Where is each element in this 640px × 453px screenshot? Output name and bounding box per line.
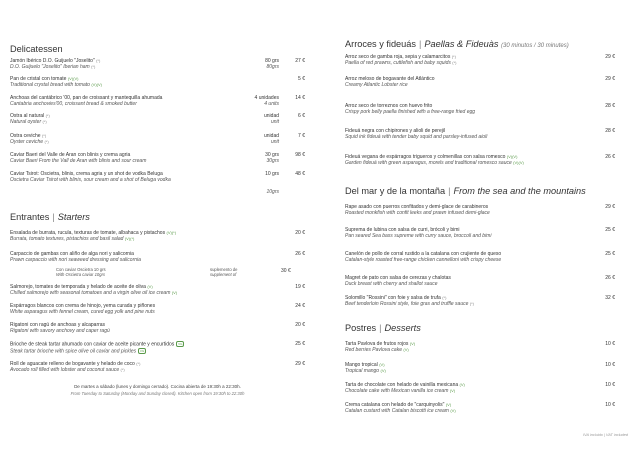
price: 20 € — [295, 322, 305, 328]
menu-item: Solomillo "Rossini" con foie y salsa de trufa (*) Beef tenderloin Rossini style, foie gras and truffle sauce (*) 32 € — [345, 295, 615, 308]
price: 29 € — [605, 204, 615, 210]
price: 28 € — [605, 103, 615, 109]
price: 20 € — [295, 230, 305, 236]
menu-item: Crema catalana con helado de "carquinyolis" (V) Catalan custard with Catalan biscotti ice cream (V) 10 € — [345, 402, 615, 415]
menu-item: Caviar Baeri del Valle de Aran con blinis y crema agria Caviar Baeri From the Vall de Aran with blinis and sour cream 30 grs 30grs 98 € — [10, 152, 305, 165]
price: 10 € — [605, 362, 615, 368]
price: 19 € — [295, 284, 305, 290]
price: 25 € — [605, 227, 615, 233]
price: 98 € — [295, 152, 305, 158]
price: 48 € — [295, 171, 305, 177]
postres-title: Postres | Desserts — [345, 323, 421, 333]
menu-item: Carpaccio de gambas con aliño de alga nori y salicornia Prawn carpaccio with nori seaweed dressing and salicornia 26 € — [10, 251, 305, 264]
opening-hours-en: From Tuesday to Saturday (Monday and Sunday closed). Kitchen open from 19:30h to 22:30h — [70, 391, 245, 396]
delicatessen-title: Delicatessen — [10, 44, 63, 54]
price: 10 € — [605, 402, 615, 408]
menu-item: Mango tropical (V) Tropical mango (V) 10 € — [345, 362, 615, 375]
price: 14 € — [295, 95, 305, 101]
supplement-price: 30 € — [281, 268, 291, 274]
price: 25 € — [605, 251, 615, 257]
menu-item: Jamón Ibérico D.O. Guijuelo "Joselito" (*) D.O. Guijuelo "Joselito" Iberian ham (*) 80 grs 80grs 27 € — [10, 58, 305, 71]
menu-item: Roll de aguacate relleno de bogavante y helado de coco (*) Avocado roll filled with lobster and coconut sauce (*) 29 € — [10, 361, 305, 374]
price: 32 € — [605, 295, 615, 301]
menu-item: Fideuá negra con chipirones y alioli de perejil Squid ink fideuá with tender baby squid and parsley-infused aioli 28 € — [345, 128, 615, 141]
price: 10 € — [605, 341, 615, 347]
menu-item: Suprema de lubina con salsa de curri, brócoli y bimi Pan seared Sea bass supreme with curry sauce, broccoli and bimi 25 € — [345, 227, 615, 240]
price: 27 € — [295, 58, 305, 64]
price: 25 € — [295, 341, 305, 347]
menu-item: Tarta Pavlova de frutos rojos (V) Red berries Pavlova cake (V) 10 € — [345, 341, 615, 354]
supplement-label: suplemento de supplement of — [210, 267, 238, 277]
price: 5 € — [298, 76, 305, 82]
menu-item: Rigatoni con ragú de anchoas y alcaparras Rigatoni with savory anchovy and caper ragú 20 € — [10, 322, 305, 335]
menu-item: Espárragos blancos con crema de hinojo, yema curada y piñones White asparagus with fennel cream, cured egg yolk and pine nuts 24 € — [10, 303, 305, 316]
price: 29 € — [295, 361, 305, 367]
caviar-supplement-label: Con caviar Oscietra 10 grs With Oscietra caviar 10grs — [56, 267, 106, 277]
opening-hours: De martes a sábado (lunes y domingo cerrado). Cocina abierta de 19:30h a 22:30h. — [74, 384, 241, 389]
entrantes-title: Entrantes | Starters — [10, 212, 90, 222]
menu-item: Caviar Tsirot: Oscietra, blinis, crema agria y un shot de vodka Beluga Oscietra Caviar Tsirot with blinis, sour cream and a shot of Beluga vodka 10 grs 10grs 48 € — [10, 171, 305, 195]
menu-item: Fideuá vegana de espárragos trigueros y colmenillas con salsa romesco (V)(V) Garden fideuá with green asparagus, morels and traditional romesco sauce (V)(V) 26 € — [345, 154, 615, 167]
menu-item: Ostra al natural (*) Natural oyster (*) unidad unit 6 € — [10, 113, 305, 126]
menu-item: Anchoas del cantábrico '00, pan de croissant y mantequilla ahumada Cantabria anchovies'00, croissant bread & smoked butter 4 unidades 4 units 14 € — [10, 95, 305, 108]
arroces-title: Arroces y fideuás | Paellas & Fideuàs (30 minutos / 30 minutes) — [345, 39, 569, 49]
price: 10 € — [605, 382, 615, 388]
vegan-badge-icon: VG — [178, 342, 183, 346]
price: 26 € — [605, 154, 615, 160]
price: 24 € — [295, 303, 305, 309]
menu-item: Ensalada de burrata, rucula, texturas de tomate, albahaca y pistachos (V)(*) Burrata, tomato textures, pistachios and basil salad (V)(*) 20 € — [10, 230, 305, 243]
menu-item: Salmorejo, tomates de temporada y helado de aceite de oliva (V) Chilled salmorejo with seasonal tomatoes and a virgin olive oil ice cream (V) 19 € — [10, 284, 305, 297]
menu-item: Arroz meloso de bogavante del Atlántico Creamy Atlantic Lobster rice 29 € — [345, 76, 615, 89]
menu-item: Brioche de steak tartar ahumado con caviar de aceite picante y encurtidos VG Steak tartar brioche with spice olive oil caviar and pickles VG 25 € — [10, 341, 305, 354]
price: 29 € — [605, 54, 615, 60]
menu-item: Arroz seco de torreznos con huevo frito Crispy pork belly paella finished with a free-range fried egg 28 € — [345, 103, 615, 116]
price: 29 € — [605, 76, 615, 82]
menu-item: Arroz seco de gamba roja, sepia y calamarcitos (*) Paella of red prawns, cuttlefish and baby squids (*) 29 € — [345, 54, 615, 67]
menu-item: Tarta de chocolate con helado de vainilla mexicana (V) Chocolate cake with Mexican vanilla ice cream (V) 10 € — [345, 382, 615, 395]
menu-item: Ostra ceviche (*) Oyster ceviche (*) unidad unit 7 € — [10, 133, 305, 146]
price: 26 € — [295, 251, 305, 257]
menu-item: Magret de pato con salsa de cerezas y chalotas Duck breast with cherry and shallot sauce 26 € — [345, 275, 615, 288]
price: 7 € — [298, 133, 305, 139]
price: 26 € — [605, 275, 615, 281]
mar-montana-title: Del mar y de la montaña | From the sea and the mountains — [345, 186, 586, 196]
price: 28 € — [605, 128, 615, 134]
menu-item: Pan de cristal con tomate (V)(V) Traditional crystal bread with tomato (V)(V) 5 € — [10, 76, 305, 89]
menu-item: Rape asado con puerros confitados y demi-glace de carabineros Roasted monkfish with confit leeks and prawn infused demi-glace 29 € — [345, 204, 615, 217]
vegan-badge-icon: VG — [140, 348, 145, 353]
vat-note: IVA incluido | VAT included — [583, 433, 628, 437]
menu-item: Canelón de pollo de corral rustido a la catalana con crujiente de queso Catalan-style roasted free-range chicken cannelloni with crispy cheese 25 € — [345, 251, 615, 264]
price: 6 € — [298, 113, 305, 119]
